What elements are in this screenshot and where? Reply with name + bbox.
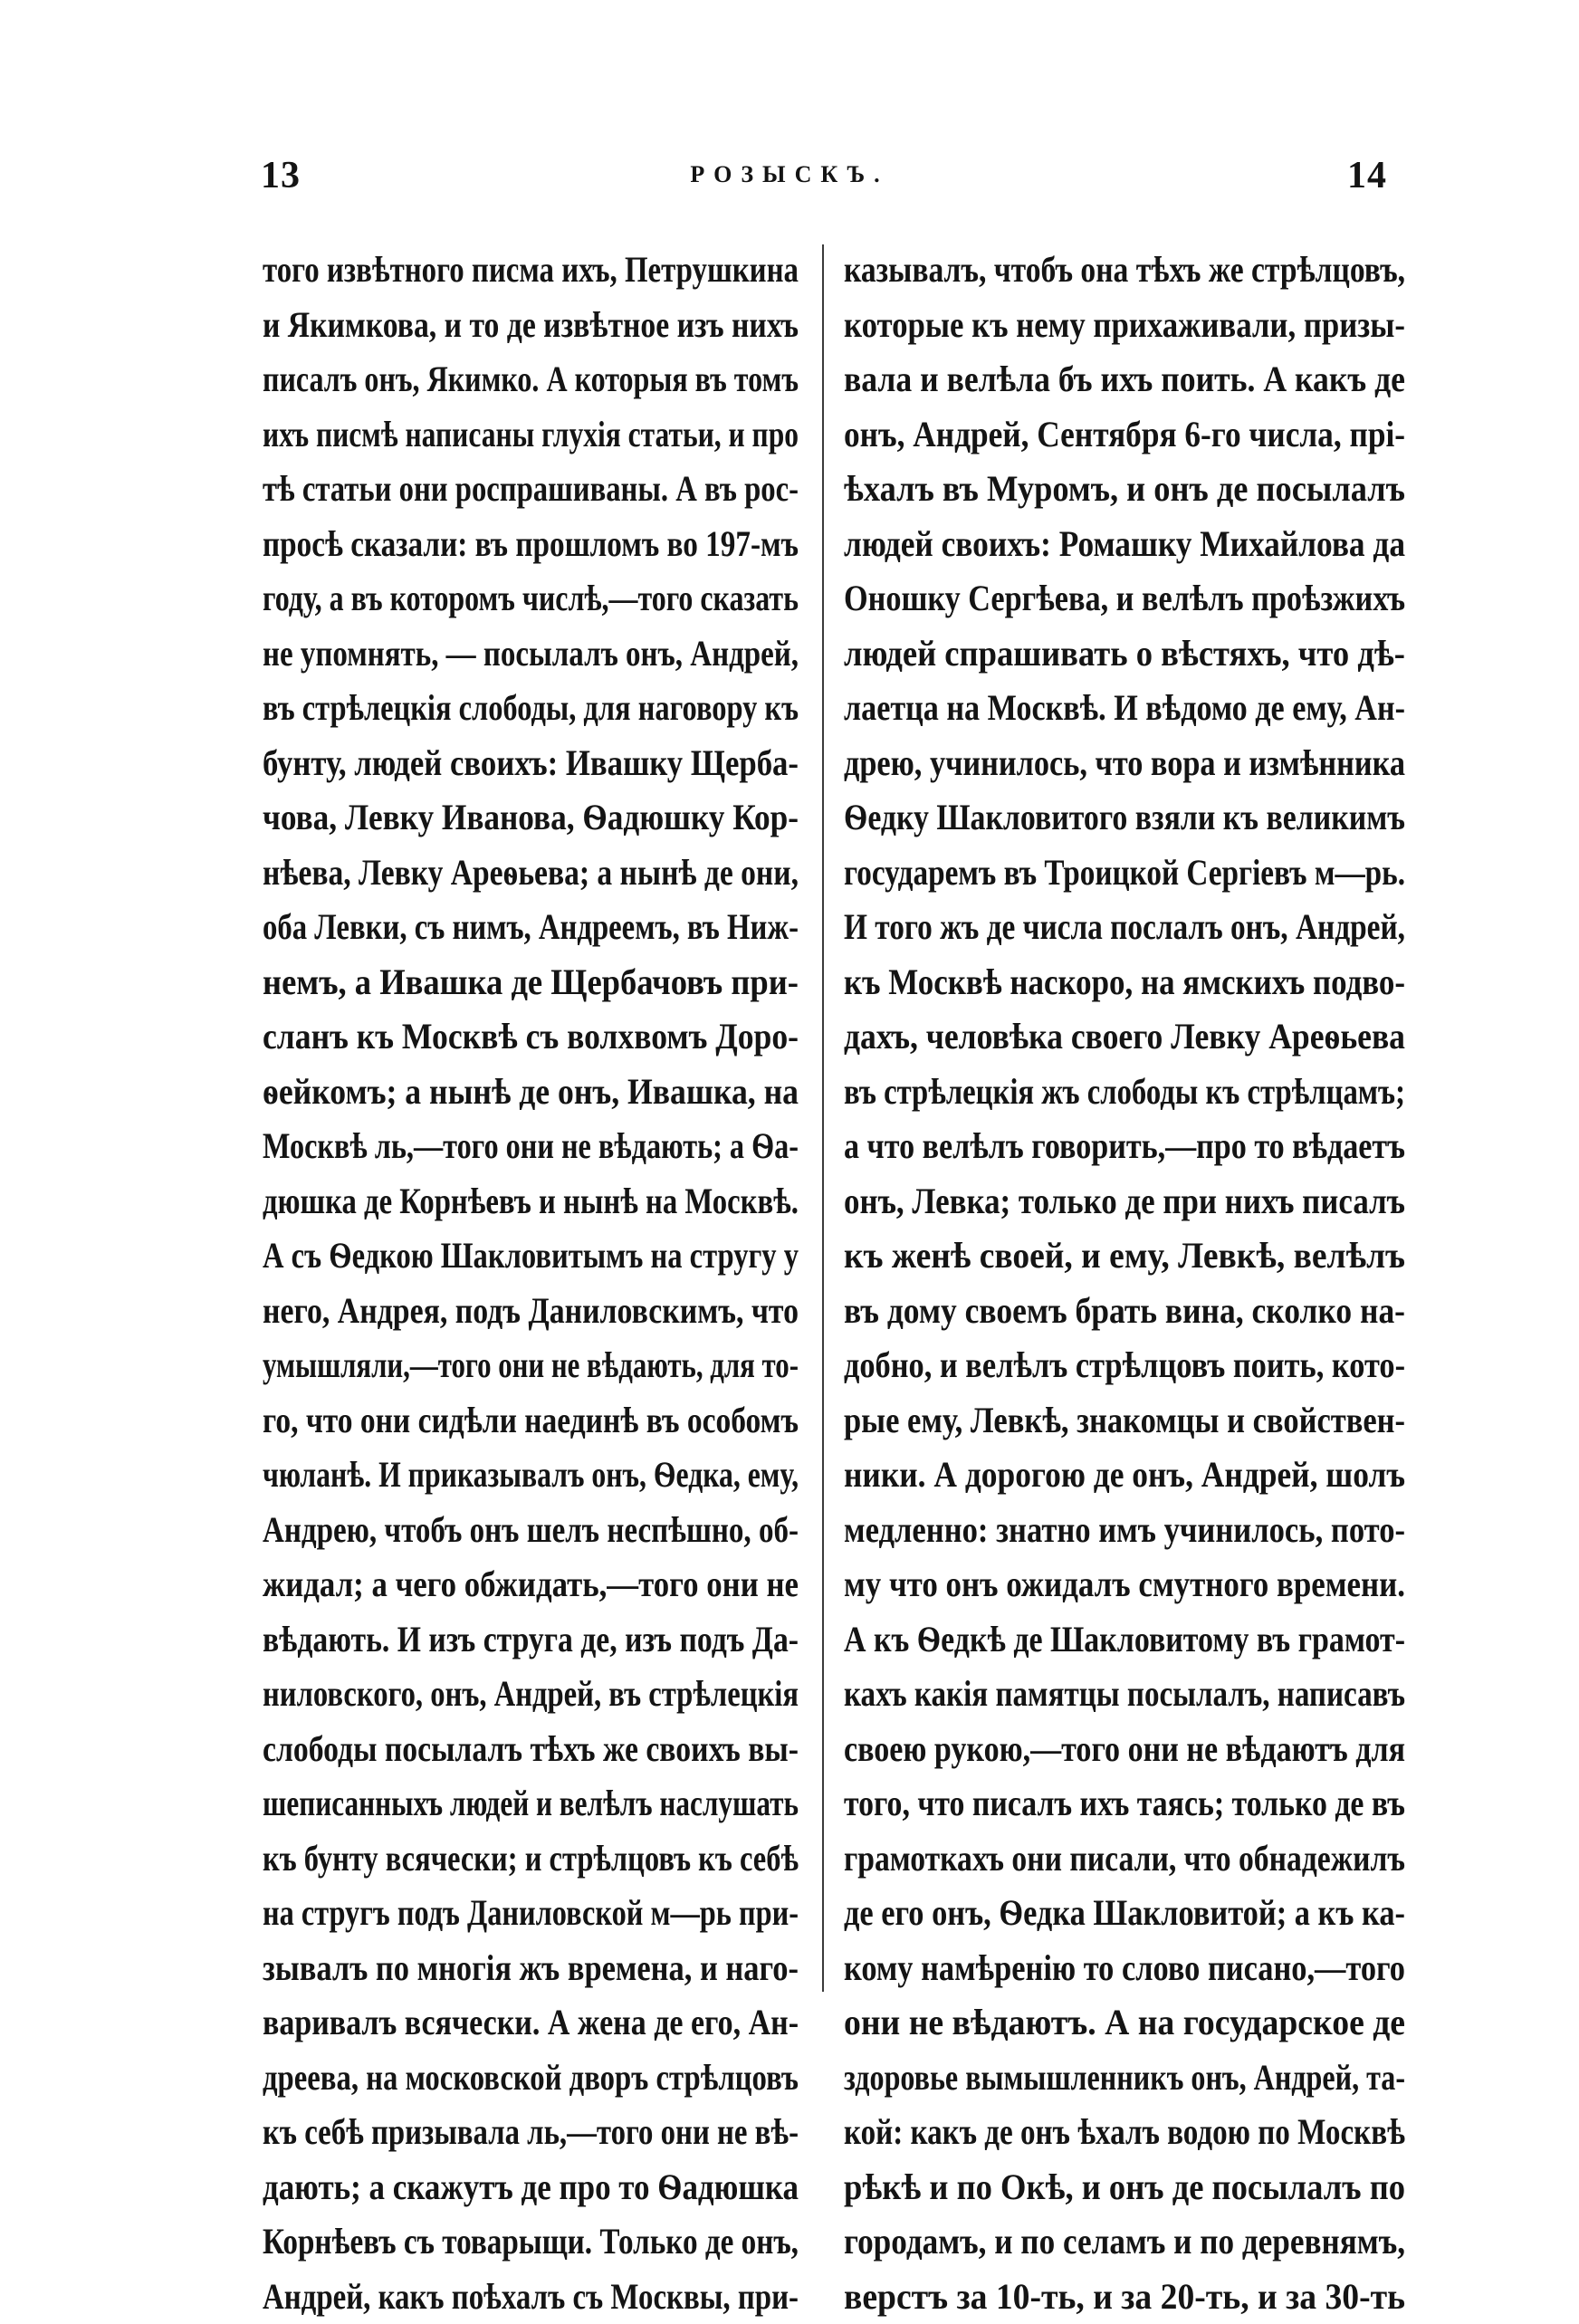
text-line: жидал; а чего обжидать,—того они не [263, 1557, 799, 1612]
text-line: добно, и велѣлъ стрѣлцовъ поить, кото- [844, 1338, 1405, 1393]
right-text-column [844, 243, 1405, 2324]
text-line: дреева, на московской дворъ стрѣлцовъ [263, 2051, 799, 2106]
text-line: ихъ писмѣ написаны глухія статьи, и про [263, 407, 799, 463]
text-line: людей своихъ: Ромашку Михайлова да [844, 517, 1405, 572]
text-line: здоровье вымышленникъ онъ, Андрей, та- [844, 2051, 1405, 2106]
text-line: медленно: знатно имъ учинилось, пото- [844, 1503, 1405, 1558]
text-line: ѳейкомъ; а нынѣ де онъ, Ивашка, на [263, 1065, 799, 1120]
text-line: лаетца на Москвѣ. И вѣдомо де ему, Ан- [844, 681, 1405, 736]
text-line: къ Москвѣ наскоро, на ямскихъ подво- [844, 955, 1405, 1010]
text-line: ники. А дорогою де онъ, Андрей, шолъ [844, 1448, 1405, 1503]
text-line: Корнѣевъ съ товарыщи. Только де онъ, [263, 2214, 799, 2270]
text-line: го, что они сидѣли наединѣ въ особомъ [263, 1393, 799, 1449]
text-line: людей спрашивать о вѣстяхъ, что дѣ- [844, 626, 1405, 682]
text-line: онъ, Левка; только де при нихъ писалъ [844, 1174, 1405, 1229]
left-text-column [263, 243, 799, 2324]
right-page-number: 14 [1347, 154, 1387, 197]
text-line: И того жъ де числа послалъ онъ, Андрей, [844, 900, 1405, 955]
text-line: на стругъ подъ Даниловской м—рь при- [263, 1886, 799, 1941]
text-line: кому намѣренію то слово писано,—того [844, 1941, 1405, 1996]
text-line: и Якимкова, и то де извѣтное изъ нихъ [263, 298, 799, 353]
text-line: къ бунту всячески; и стрѣлцовъ къ себѣ [263, 1831, 799, 1887]
text-line: которые къ нему прихаживали, призы- [844, 298, 1405, 353]
text-line: грамоткахъ они писали, что обнадежилъ [844, 1831, 1405, 1887]
column-divider [822, 244, 824, 1992]
text-line: сланъ къ Москвѣ съ волхвомъ Доро- [263, 1009, 799, 1065]
text-line: просѣ сказали: въ прошломъ во 197-мъ [263, 517, 799, 572]
running-title: РОЗЫСКЪ. [0, 161, 1579, 188]
text-line: шеписанныхъ людей и велѣлъ наслушать [263, 1776, 799, 1831]
text-line: государемъ въ Троицкой Сергіевъ м—рь. [844, 846, 1405, 901]
left-page-number: 13 [261, 154, 301, 197]
text-line: тѣ статьи они роспрашиваны. А въ рос- [263, 462, 799, 517]
text-line: бунту, людей своихъ: Ивашку Щерба- [263, 736, 799, 791]
text-line: чова, Левку Иванова, Ѳадюшку Кор- [263, 790, 799, 846]
text-line: умышляли,—того они не вѣдають, для то- [263, 1338, 799, 1393]
text-line: ѣхалъ въ Муромъ, и онъ де посылалъ [844, 462, 1405, 517]
text-line: зывалъ по многія жъ времена, и наго- [263, 1941, 799, 1996]
text-line: Ѳедку Шакловитого взяли къ великимъ [844, 790, 1405, 846]
text-line: А съ Ѳедкою Шакловитымъ на стругу у [263, 1229, 799, 1284]
text-line: Москвѣ ль,—того они не вѣдають; а Ѳа- [263, 1119, 799, 1174]
text-line: чюланѣ. И приказывалъ онъ, Ѳедка, ему, [263, 1448, 799, 1503]
text-line: нѣева, Левку Ареѳьева; а нынѣ де они, [263, 846, 799, 901]
text-line: къ женѣ своей, и ему, Левкѣ, велѣлъ [844, 1229, 1405, 1284]
text-line: Андрею, чтобъ онъ шелъ неспѣшно, об- [263, 1503, 799, 1558]
text-line: му что онъ ожидалъ смутного времени. [844, 1557, 1405, 1612]
text-line: дрею, учинилось, что вора и измѣнника [844, 736, 1405, 791]
text-line: казывалъ, чтобъ она тѣхъ же стрѣлцовъ, [844, 243, 1405, 298]
text-line: А къ Ѳедкѣ де Шакловитому въ грамот- [844, 1612, 1405, 1668]
text-line: городамъ, и по селамъ и по деревнямъ, [844, 2214, 1405, 2270]
text-line: рые ему, Левкѣ, знакомцы и свойствен- [844, 1393, 1405, 1449]
text-line: году, а въ которомъ числѣ,—того сказать [263, 571, 799, 626]
text-line: верстъ за 10-ть, и за 20-ть, и за 30-ть [844, 2270, 1405, 2324]
text-line: слободы посылалъ тѣхъ же своихъ вы- [263, 1722, 799, 1777]
text-line: Оношку Сергѣева, и велѣлъ проѣзжихъ [844, 571, 1405, 626]
text-line: немъ, а Ивашка де Щербачовъ при- [263, 955, 799, 1010]
text-line: Андрей, какъ поѣхалъ съ Москвы, при- [263, 2270, 799, 2324]
text-line: къ себѣ призывала ль,—того они не вѣ- [263, 2105, 799, 2160]
text-line: они не вѣдаютъ. А на государское де [844, 1995, 1405, 2051]
text-line: своею рукою,—того они не вѣдаютъ для [844, 1722, 1405, 1777]
text-line: варивалъ всячески. А жена де его, Ан- [263, 1995, 799, 2051]
text-line: не упомнять, — посылалъ онъ, Андрей, [263, 626, 799, 682]
text-line: того, что писалъ ихъ таясь; только де въ [844, 1776, 1405, 1831]
text-line: ниловского, онъ, Андрей, въ стрѣлецкія [263, 1667, 799, 1722]
text-line: въ стрѣлецкія жъ слободы къ стрѣлцамъ; [844, 1065, 1405, 1120]
text-line: писалъ онъ, Якимко. А которыя въ томъ [263, 352, 799, 407]
text-line: кахъ какія памятцы посылалъ, написавъ [844, 1667, 1405, 1722]
text-line: дають; а скажутъ де про то Ѳадюшка [263, 2160, 799, 2215]
text-line: него, Андрея, подъ Даниловскимъ, что [263, 1284, 799, 1339]
text-line: а что велѣлъ говорить,—про то вѣдаетъ [844, 1119, 1405, 1174]
text-line: вала и велѣла бъ ихъ поить. А какъ де [844, 352, 1405, 407]
text-line: вѣдають. И изъ струга де, изъ подъ Да- [263, 1612, 799, 1668]
text-line: оба Левки, съ нимъ, Андреемъ, въ Ниж- [263, 900, 799, 955]
text-line: кой: какъ де онъ ѣхалъ водою по Москвѣ [844, 2105, 1405, 2160]
text-line: дюшка де Корнѣевъ и нынѣ на Москвѣ. [263, 1174, 799, 1229]
text-line: рѣкѣ и по Окѣ, и онъ де посылалъ по [844, 2160, 1405, 2215]
text-line: въ дому своемъ брать вина, сколко на- [844, 1284, 1405, 1339]
text-line: де его онъ, Ѳедка Шакловитой; а къ ка- [844, 1886, 1405, 1941]
text-line: онъ, Андрей, Сентября 6-го числа, прі- [844, 407, 1405, 463]
text-line: дахъ, человѣка своего Левку Ареѳьева [844, 1009, 1405, 1065]
page-header [0, 154, 1579, 217]
text-line: того извѣтного писма ихъ, Петрушкина [263, 243, 799, 298]
text-line: въ стрѣлецкія слободы, для наговору къ [263, 681, 799, 736]
